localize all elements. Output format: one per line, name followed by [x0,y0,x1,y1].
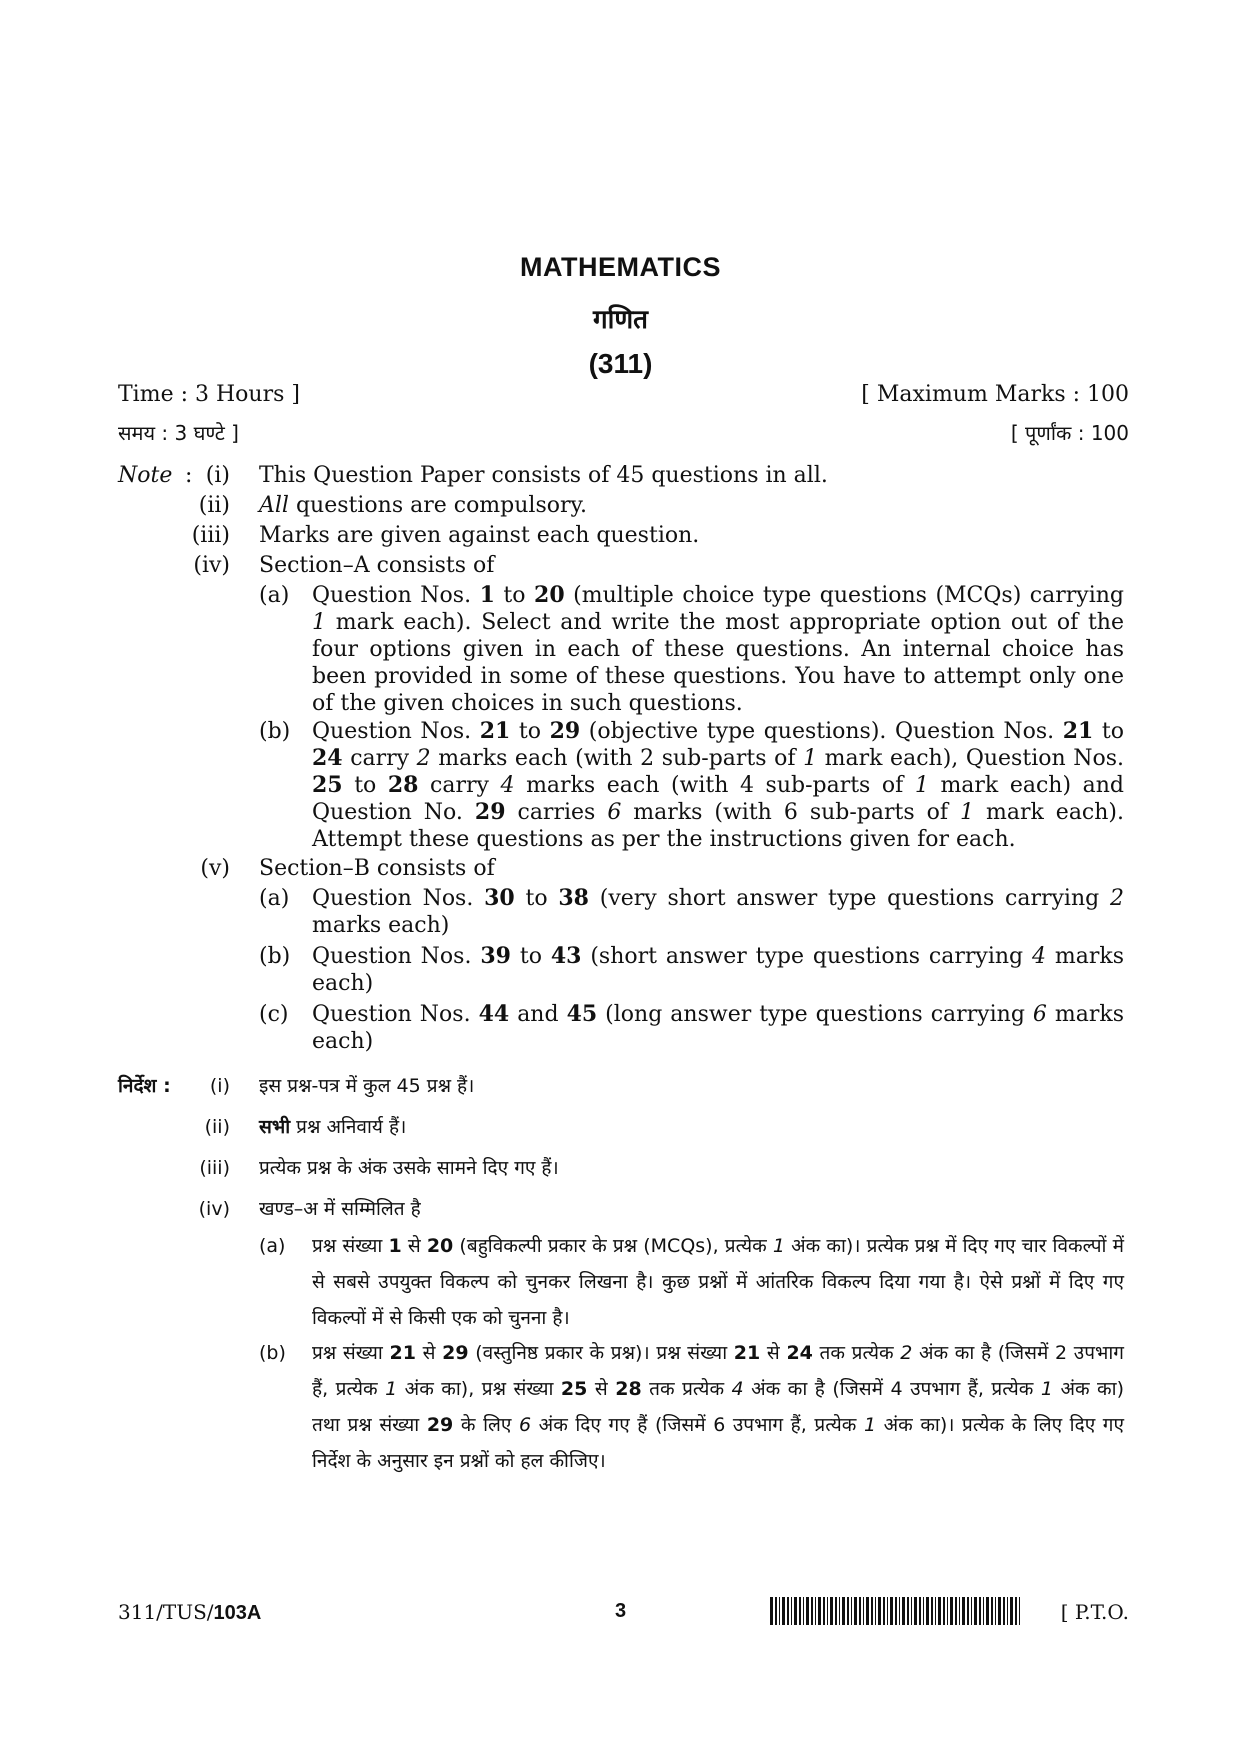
barcode-bar [938,1597,941,1625]
max-marks-hindi: [ पूर्णांक : 100 [1010,421,1129,445]
note-label: (i) [205,463,230,488]
barcode-bar [911,1597,912,1625]
note-item-v-b: Question Nos. 39 to 43 (short answer type questions carrying 4 marks each) [312,943,1124,996]
subject-title-english: MATHEMATICS [520,252,721,282]
subject-code: (311) [588,348,653,379]
barcode-bar [974,1597,977,1625]
note-heading: Note [118,463,173,488]
barcode-bar [823,1597,825,1625]
barcode-bar [782,1597,785,1625]
barcode-bar [907,1597,909,1625]
note-item-i: This Question Paper consists of 45 questions in all. [259,463,828,488]
barcode-bar [923,1597,924,1625]
barcode-bar [799,1597,801,1625]
barcode-bar [835,1597,837,1625]
barcode-bar [1007,1597,1008,1625]
note-label: (ii) [204,1116,230,1138]
barcode-bar [947,1597,948,1625]
barcode-bar [995,1597,996,1625]
barcode-bar [827,1597,828,1625]
note-hi-item-i: इस प्रश्न-पत्र में कुल 45 प्रश्न हैं। [259,1075,475,1097]
barcode-bar [875,1597,876,1625]
barcode-bar [983,1597,984,1625]
barcode-bar [998,1597,1001,1625]
barcode-bar [779,1597,780,1625]
barcode-bar [991,1597,993,1625]
barcode-bar [926,1597,929,1625]
barcode-bar [971,1597,972,1625]
barcode-bar [803,1597,804,1625]
barcode-bar [902,1597,905,1625]
note-item-ii: All questions are compulsory. [259,493,588,518]
note-item-iv-a: Question Nos. 1 to 20 (multiple choice type questions (MCQs) carrying 1 mark each). Select and write the most appropriate option out of the four options given in each of these questions. An internal choice has been provided in some of these questions. You have to attempt only one of the given choices in such questions. [312,582,1124,716]
barcode-bar [842,1597,845,1625]
page-number: 3 [614,1600,627,1622]
paper-code: 311/TUS/103A [118,1600,262,1624]
note-item-iii: Marks are given against each question. [259,523,700,548]
barcode-bar [1003,1597,1005,1625]
barcode-bar [815,1597,816,1625]
note-hi-item-ii: सभी प्रश्न अनिवार्य हैं। [259,1116,407,1138]
barcode-bar [830,1597,833,1625]
barcode-bar [1015,1597,1017,1625]
time-hindi: समय : 3 घण्टे ] [118,421,239,445]
barcode-bar [863,1597,864,1625]
note-hi-item-iv: खण्ड–अ में सम्मिलित है [259,1198,421,1220]
note-sub-label: (a) [259,1235,286,1257]
barcode-bar [914,1597,917,1625]
note-label: (iv) [193,553,230,578]
barcode-bar [967,1597,969,1625]
note-hi-item-iv-b: प्रश्न संख्या 21 से 29 (वस्तुनिष्ठ प्रकार के प्रश्न)। प्रश्न संख्या 21 से 24 तक प्रत्येक 2 अंक का है (जिसमें 2 उपभाग हैं, प्रत्येक 1 अंक का), प्रश्न संख्या 25 से 28 तक प्रत्येक 4 अंक का है (जिसमें 4 उपभाग हैं, प्रत्येक 1 अंक का) तथा प्रश्न संख्या 29 के लिए 6 अंक दिए गए हैं (जिसमें 6 उपभाग हैं, प्रत्येक 1 अंक का)। प्रत्येक के लिए दिए गए निर्देश के अनुसार इन प्रश्नों को हल कीजिए। [312,1342,1124,1472]
barcode-bar [890,1597,893,1625]
barcode-bar [806,1597,809,1625]
note-sub-label: (c) [259,1002,289,1027]
barcode-bar [839,1597,840,1625]
barcode-bar [959,1597,960,1625]
barcode-bar [854,1597,857,1625]
barcode-bar [950,1597,953,1625]
barcode-bar [847,1597,849,1625]
barcode-bar [943,1597,945,1625]
note-sub-label: (b) [259,944,291,969]
barcode-bar [775,1597,777,1625]
note-item-v: Section–B consists of [259,856,495,881]
barcode-bar [931,1597,933,1625]
note-label: (iii) [191,523,230,548]
pto-label: [ P.T.O. [1060,1600,1129,1624]
barcode-bar [986,1597,989,1625]
note-sub-label: (b) [259,719,291,744]
barcode-bar [895,1597,897,1625]
barcode-bar [851,1597,852,1625]
note-item-v-a: Question Nos. 30 to 38 (very short answer type questions carrying 2 marks each) [312,885,1124,938]
barcode-bar [962,1597,965,1625]
barcode-bar [1010,1597,1013,1625]
note-sub-label: (a) [259,583,290,608]
barcode-bar [811,1597,813,1625]
barcode-bar [955,1597,957,1625]
note-item-iv: Section–A consists of [259,553,495,578]
note-colon: : [185,463,193,488]
note-label: (iii) [199,1157,230,1179]
barcode-bar [935,1597,936,1625]
note-sub-label: (b) [259,1342,286,1364]
note-label: (i) [209,1075,230,1097]
time-english: Time : 3 Hours ] [118,382,300,407]
note-hi-item-iv-a: प्रश्न संख्या 1 से 20 (बहुविकल्पी प्रकार के प्रश्न (MCQs), प्रत्येक 1 अंक का)। प्रत्येक प्रश्न में दिए गए चार विकल्पों में से सबसे उपयुक्त विकल्प को चुनकर लिखना है। कुछ प्रश्नों में आंतरिक विकल्प दिया गया है। ऐसे प्रश्नों में दिए गए विकल्पों में से किसी एक को चुनना है। [312,1235,1124,1329]
note-label: (iv) [198,1198,230,1220]
barcode-bar [787,1597,789,1625]
note-item-iv-b: Question Nos. 21 to 29 (objective type questions). Question Nos. 21 to 24 carry 2 marks each (with 2 sub-parts of 1 mark each), Question Nos. 25 to 28 carry 4 marks each (with 4 sub-parts of 1 mark each) and Question No. 29 carries 6 marks (with 6 sub-parts of 1 mark each). Attempt these questions as per the instructions given for each. [312,718,1124,852]
note-hi-item-iii: प्रत्येक प्रश्न के अंक उसके सामने दिए गए हैं। [259,1157,559,1179]
barcode-bar [979,1597,981,1625]
note-item-v-c: Question Nos. 44 and 45 (long answer type questions carrying 6 marks each) [312,1001,1124,1054]
barcode-bar [919,1597,921,1625]
note-label: (v) [200,856,230,881]
barcode-bar [1019,1597,1020,1625]
note-heading-hindi: निर्देश : [118,1075,171,1097]
barcode-bar [791,1597,792,1625]
barcode-bar [871,1597,873,1625]
barcode-bar [794,1597,797,1625]
barcode-bar [770,1597,773,1625]
subject-title-hindi: गणित [593,305,648,335]
barcode-bar [883,1597,885,1625]
barcode [770,1597,1022,1625]
barcode-bar [878,1597,881,1625]
barcode-bar [899,1597,900,1625]
max-marks-english: [ Maximum Marks : 100 [861,382,1129,407]
barcode-bar [887,1597,888,1625]
barcode-bar [859,1597,861,1625]
note-sub-label: (a) [259,886,290,911]
note-label: (ii) [198,493,230,518]
barcode-bar [866,1597,869,1625]
barcode-bar [818,1597,821,1625]
